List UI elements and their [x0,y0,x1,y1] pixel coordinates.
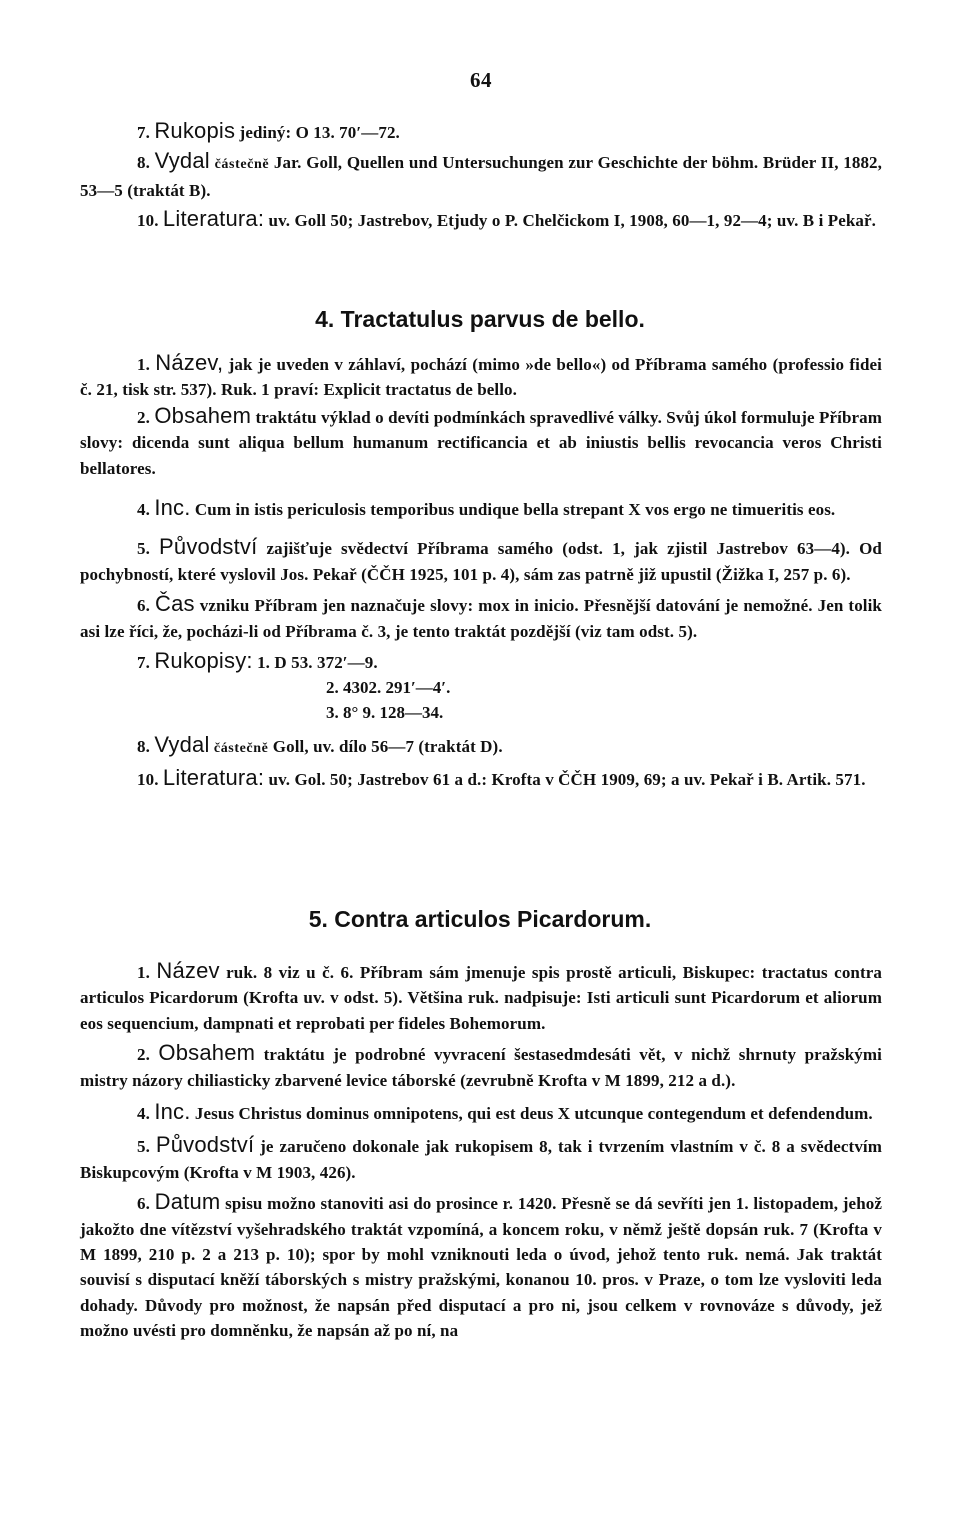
manuscript-line: 3. 8° 9. 128—34. [326,703,444,723]
paragraph-heading: Literatura: [162,765,265,791]
paragraph-heading: Vydal [154,732,210,758]
section-title-4: 4. Tractatulus parvus de bello. [315,306,645,332]
paragraph-content: 2. Obsahem traktátu je podrobné vyvracení šestasedmdesáti vět, v nichž shrnuty pražskými mistry názory chiliasticky zbarvené levice táborské (zevrubně Krofta v M 1899, 212 a d.). [80,1040,882,1090]
paragraph-literature: 10. Literatura: uv. Gol. 50; Jastrebov 61 a d.: Krofta v ČČH 1909, 69; a uv. Pekař i B. Artik. 571. [137,765,866,791]
paragraph-heading: Původství [155,1132,255,1158]
paragraph-manuscripts: 7. Rukopisy: 1. D 53. 372′—9. [137,648,378,674]
paragraph-heading: Literatura: [162,206,265,232]
paragraph-heading: Název [156,958,220,983]
paragraph-heading: Vydal [154,148,210,174]
paragraph-dating: 6. Datum spisu možno stanoviti asi do prosince r. 1420. Přesně se dá sevříti jen 1. listopadem, jehož jakožto dne vítězství vyšehradského traktát vzpomíná, a koncem roku, v němž ještě dopsán ruk. 7 (Krofta v M 1899, 210 p. 2 a 213 p. 10); spor by mohl vzniknouti leda o úvod, jehož tento ruk. nemá. Jak traktát souvisí s disputací kněží táborských s mistry pražskými, konanou 10. pros. v Praze, o tom lze vysloviti leda dohady. Důvody pro možnost, že napsán před disputací a pro ni, jsou celkem v rovnováze s důvody, jež možno uvésti pro domněnku, že napsán až po ní, na [80,1189,882,1341]
paragraph-heading: Datum [154,1189,221,1215]
paragraph-heading: Čas [154,591,195,617]
paragraph-authorship: 5. Původství zajišťuje svědectví Příbrama samého (odst. 1, jak zjistil Jastrebov 63—4). Od pochybností, které vyslovil Jos. Pekař (ČČH 1925, 101 p. 4), sám zas patrně již upustil (Žižka I, 257 p. 6). [80,534,882,584]
paragraph-manuscript: 7. Rukopis jediný: O 13. 70′—72. [137,118,400,143]
paragraph-edition: 8. Vydal částečně Jar. Goll, Quellen und Untersuchungen zur Geschichte der böhm. Brüder II, 1882, 53—5 (traktát B). [80,148,882,200]
paragraph-content: 2. Obsahem traktátu výklad o devíti podmínkách spravedlivé války. Svůj úkol formuluje Příbram slovy: dicenda sunt aliqua bellum humanum rectificancia et ab iniustis bellis revocancia veros Christi bellatores. [80,402,883,478]
section-4-body [80,350,882,793]
paragraph-heading: Původství [159,534,258,560]
paragraph-edition: 8. Vydal částečně Goll, uv. dílo 56—7 (traktát D). [137,732,503,758]
paragraph-authorship: 5. Původství je zaručeno dokonale jak rukopisem 8, tak i tvrzením vlastním v č. 8 a svědectvím Biskupcovým (Krofta v M 1903, 426). [80,1132,882,1182]
paragraph-heading: Rukopis [154,118,236,143]
previous-section-tail [80,118,882,234]
paragraph-incipit: 4. Inc. Jesus Christus dominus omnipotens, qui est deus X utcunque contegendum et defendendum. [137,1099,873,1125]
paragraph-heading: Obsahem [154,402,252,428]
paragraph-heading: Rukopisy: [154,648,253,674]
paragraph-heading: Název, [155,350,224,375]
paragraph-title-origin: 1. Název ruk. 8 viz u č. 6. Příbram sám jmenuje spis prostě articuli, Biskupec: tractatus contra articulos Picardorum (Krofta uv. v odst. 5). Většina ruk. nadpisuje: Isti articuli sunt Picardorum et aliorum eos sequencium, dampnati et reprobati per fideles Bohemorum. [80,958,882,1033]
paragraph-dating: 6. Čas vzniku Příbram jen naznačuje slovy: mox in inicio. Přesnější datování je nemožné. Jen tolik asi lze říci, že, pocházi-li od Příbrama č. 3, je tento traktát pozdější (viz tam odst. 5). [80,591,882,641]
manuscript-line: 2. 4302. 291′—4′. [326,678,451,698]
paragraph-heading: Inc. [154,1099,191,1125]
paragraph-incipit: 4. Inc. Cum in istis periculosis temporibus undique bella strepant X vos ergo ne timueritis eos. [137,495,836,521]
paragraph-literature: 10. Literatura: uv. Goll 50; Jastrebov, Etjudy o P. Chelčickom I, 1908, 60—1, 92—4; uv. B i Pekař. [137,206,877,232]
section-title-5: 5. Contra articulos Picardorum. [308,906,652,932]
page-number: 64 [470,68,492,92]
paragraph-heading: Inc. [154,495,191,521]
section-5-body [80,958,882,1344]
paragraph-title-origin: 1. Název, jak je uveden v záhlaví, pochází (mimo »de bello«) od Příbrama samého (professio fidei č. 21, tisk str. 537). Ruk. 1 praví: Explicit tractatus de bello. [80,350,882,400]
paragraph-heading: Obsahem [158,1040,256,1066]
